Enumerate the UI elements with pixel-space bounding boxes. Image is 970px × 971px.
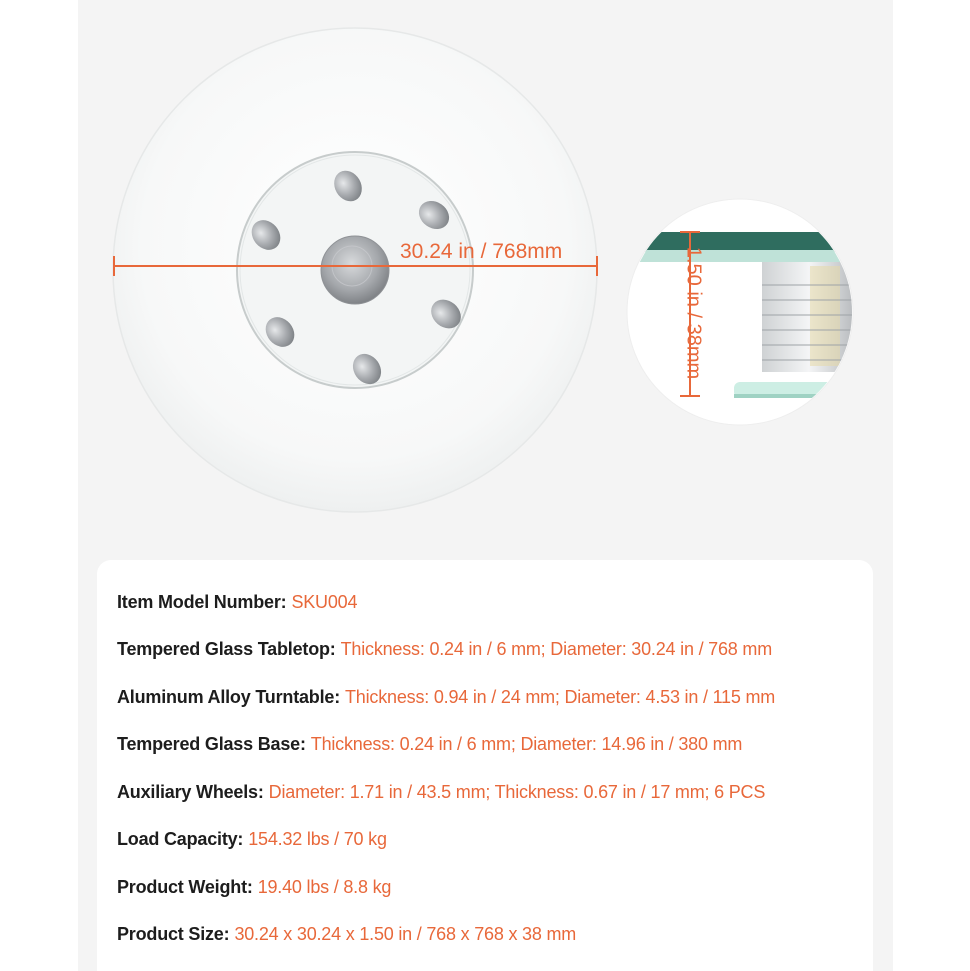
specifications-card [97, 560, 873, 971]
spec-value: 30.24 x 30.24 x 1.50 in / 768 x 768 x 38 mm [234, 924, 577, 944]
spec-label: Auxiliary Wheels: [117, 782, 264, 802]
spec-value: 154.32 lbs / 70 kg [248, 829, 387, 849]
spec-row-product-weight [117, 876, 391, 898]
spec-value: Thickness: 0.94 in / 24 mm; Diameter: 4.53 in / 115 mm [345, 687, 776, 707]
spec-value: Diameter: 1.71 in / 43.5 mm; Thickness: 0.67 in / 17 mm; 6 PCS [268, 782, 766, 802]
spec-label: Tempered Glass Base: [117, 734, 306, 754]
spec-label: Load Capacity: [117, 829, 244, 849]
spec-label: Item Model Number: [117, 592, 287, 612]
spec-value: 19.40 lbs / 8.8 kg [257, 877, 392, 897]
spec-label: Product Weight: [117, 877, 253, 897]
spec-label: Aluminum Alloy Turntable: [117, 687, 340, 707]
spec-row-load-capacity [117, 828, 387, 850]
spec-row-model-number [117, 591, 357, 613]
spec-value: Thickness: 0.24 in / 6 mm; Diameter: 14.96 in / 380 mm [310, 734, 743, 754]
spec-row-auxiliary-wheels [117, 781, 765, 803]
spec-row-glass-base [117, 733, 742, 755]
spec-row-turntable [117, 686, 775, 708]
edge-detail-inset [627, 199, 858, 430]
spec-label: Tempered Glass Tabletop: [117, 639, 336, 659]
spec-row-glass-tabletop [117, 638, 772, 660]
diameter-label: 30.24 in / 768mm [400, 240, 563, 263]
height-label: 1.50 in / 38mm [682, 246, 705, 380]
spec-value: SKU004 [291, 592, 358, 612]
spec-row-product-size [117, 923, 576, 945]
spec-value: Thickness: 0.24 in / 6 mm; Diameter: 30.24 in / 768 mm [340, 639, 772, 659]
spec-label: Product Size: [117, 924, 230, 944]
